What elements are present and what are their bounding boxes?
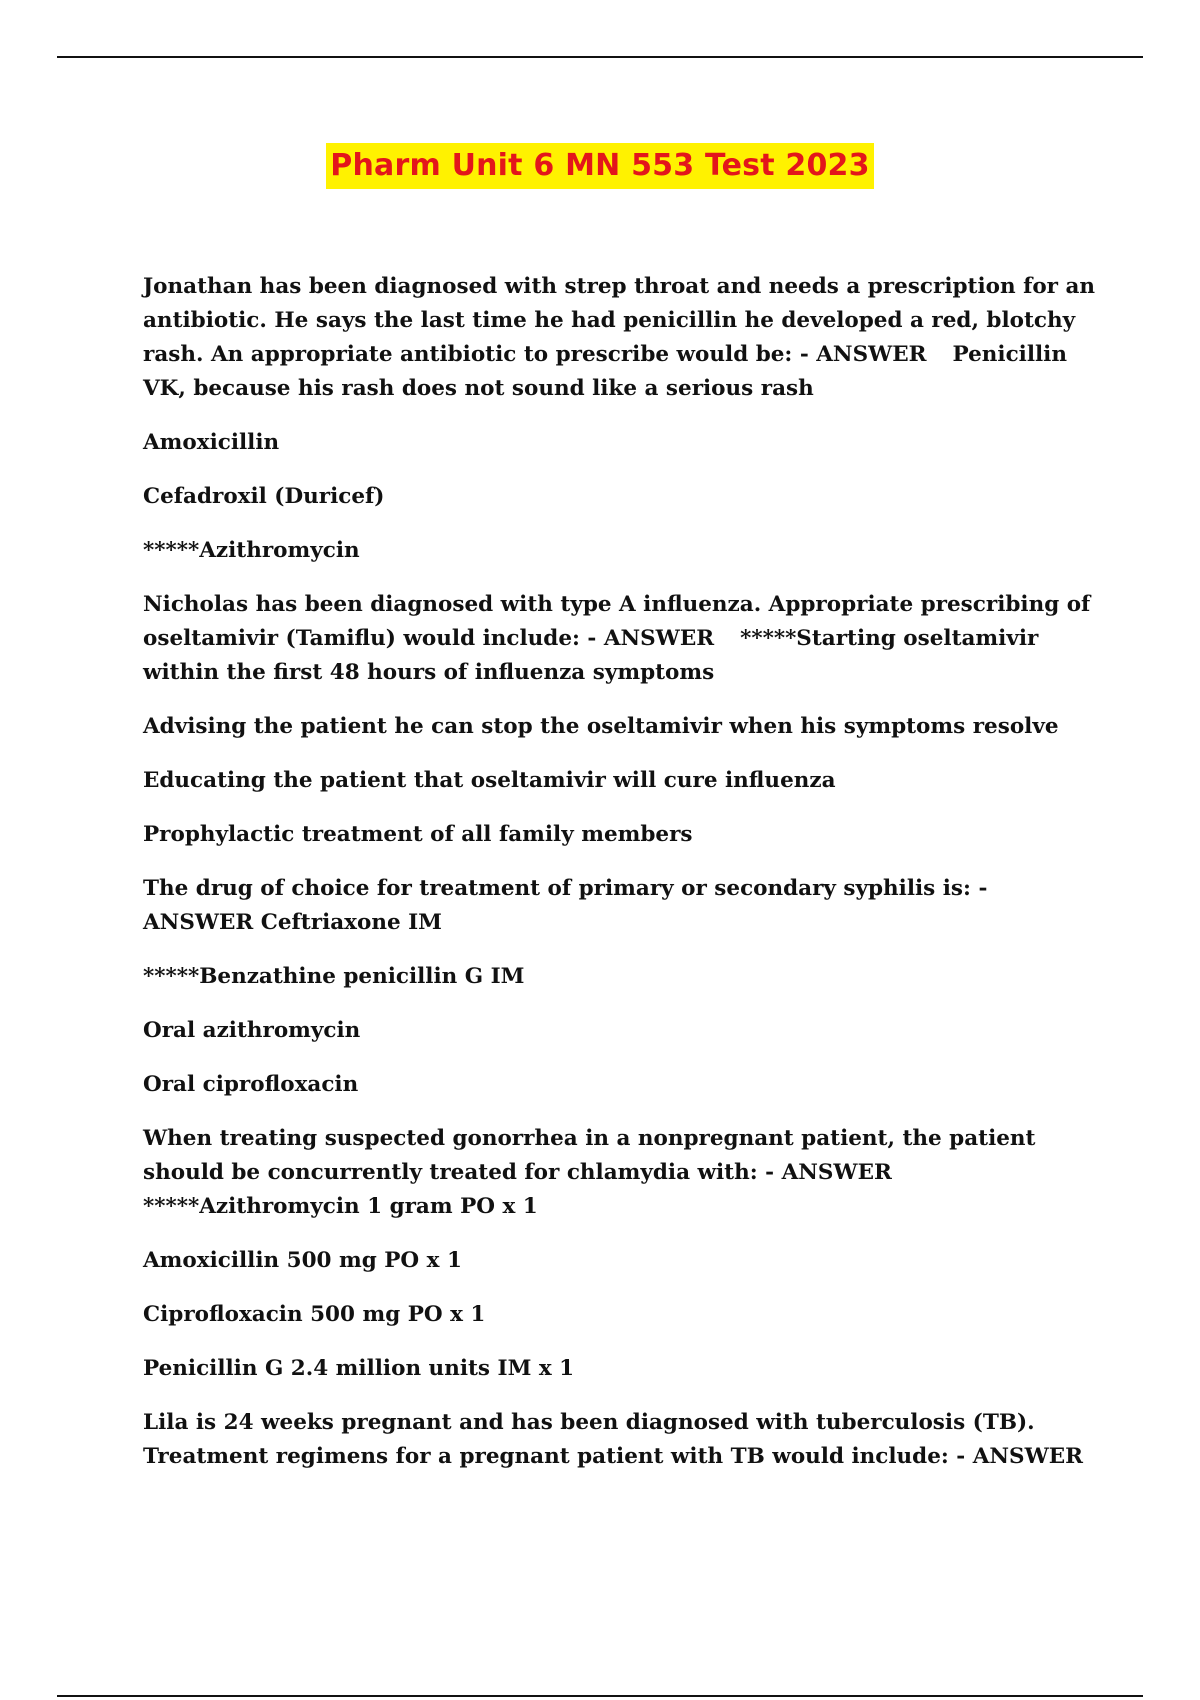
answer-text: *****Starting oseltamivir within the first 48 hours of influenza symptoms: [143, 626, 1039, 685]
option-paragraph: Cefadroxil (Duricef): [143, 484, 385, 509]
option-paragraph: Penicillin G 2.4 million units IM x 1: [143, 1356, 575, 1381]
question-text: Jonathan has been diagnosed with strep throat and needs a prescription for an antibiotic. He says the last time he had penicillin he developed a red, blotchy rash. An appropriate antibiotic to prescribe would be: - ANSWER: [143, 274, 1096, 367]
option-paragraph: *****Benzathine penicillin G IM: [143, 964, 525, 989]
question-paragraph: [143, 872, 1103, 940]
question-list: [143, 270, 1103, 1494]
question-text: The drug of choice for treatment of primary or secondary syphilis is: - ANSWER: [143, 876, 988, 935]
title-container: [0, 143, 1200, 189]
question-text: Nicholas has been diagnosed with type A influenza. Appropriate prescribing of oseltamivir (Tamiflu) would include: - ANSWER: [143, 592, 1091, 651]
option-paragraph: Prophylactic treatment of all family members: [143, 822, 693, 847]
bottom-rule: [57, 1695, 1143, 1697]
option-paragraph: *****Azithromycin: [143, 538, 360, 563]
question-paragraph: Lila is 24 weeks pregnant and has been diagnosed with tuberculosis (TB). Treatment regimens for a pregnant patient with TB would include: - ANSWER: [143, 1410, 1083, 1469]
option-paragraph: Ciprofloxacin 500 mg PO x 1: [143, 1302, 486, 1327]
question-paragraph: [143, 270, 1103, 406]
option-paragraph: Amoxicillin 500 mg PO x 1: [143, 1248, 462, 1273]
answer-text: Ceftriaxone IM: [260, 910, 442, 935]
option-paragraph: Oral azithromycin: [143, 1018, 361, 1043]
question-paragraph: [143, 1122, 1103, 1224]
top-rule: [57, 56, 1143, 58]
question-paragraph: [143, 588, 1103, 690]
answer-text: *****Azithromycin 1 gram PO x 1: [143, 1194, 538, 1219]
option-paragraph: Amoxicillin: [143, 430, 280, 455]
option-paragraph: Oral ciprofloxacin: [143, 1072, 359, 1097]
question-text: When treating suspected gonorrhea in a nonpregnant patient, the patient should be concurrently treated for chlamydia with: - ANSWER: [143, 1126, 1036, 1185]
option-paragraph: Advising the patient he can stop the oseltamivir when his symptoms resolve: [143, 714, 1059, 739]
option-paragraph: Educating the patient that oseltamivir will cure influenza: [143, 768, 836, 793]
document-title: Pharm Unit 6 MN 553 Test 2023: [326, 143, 873, 189]
answer-text: Penicillin VK, because his rash does not sound like a serious rash: [143, 342, 1067, 401]
